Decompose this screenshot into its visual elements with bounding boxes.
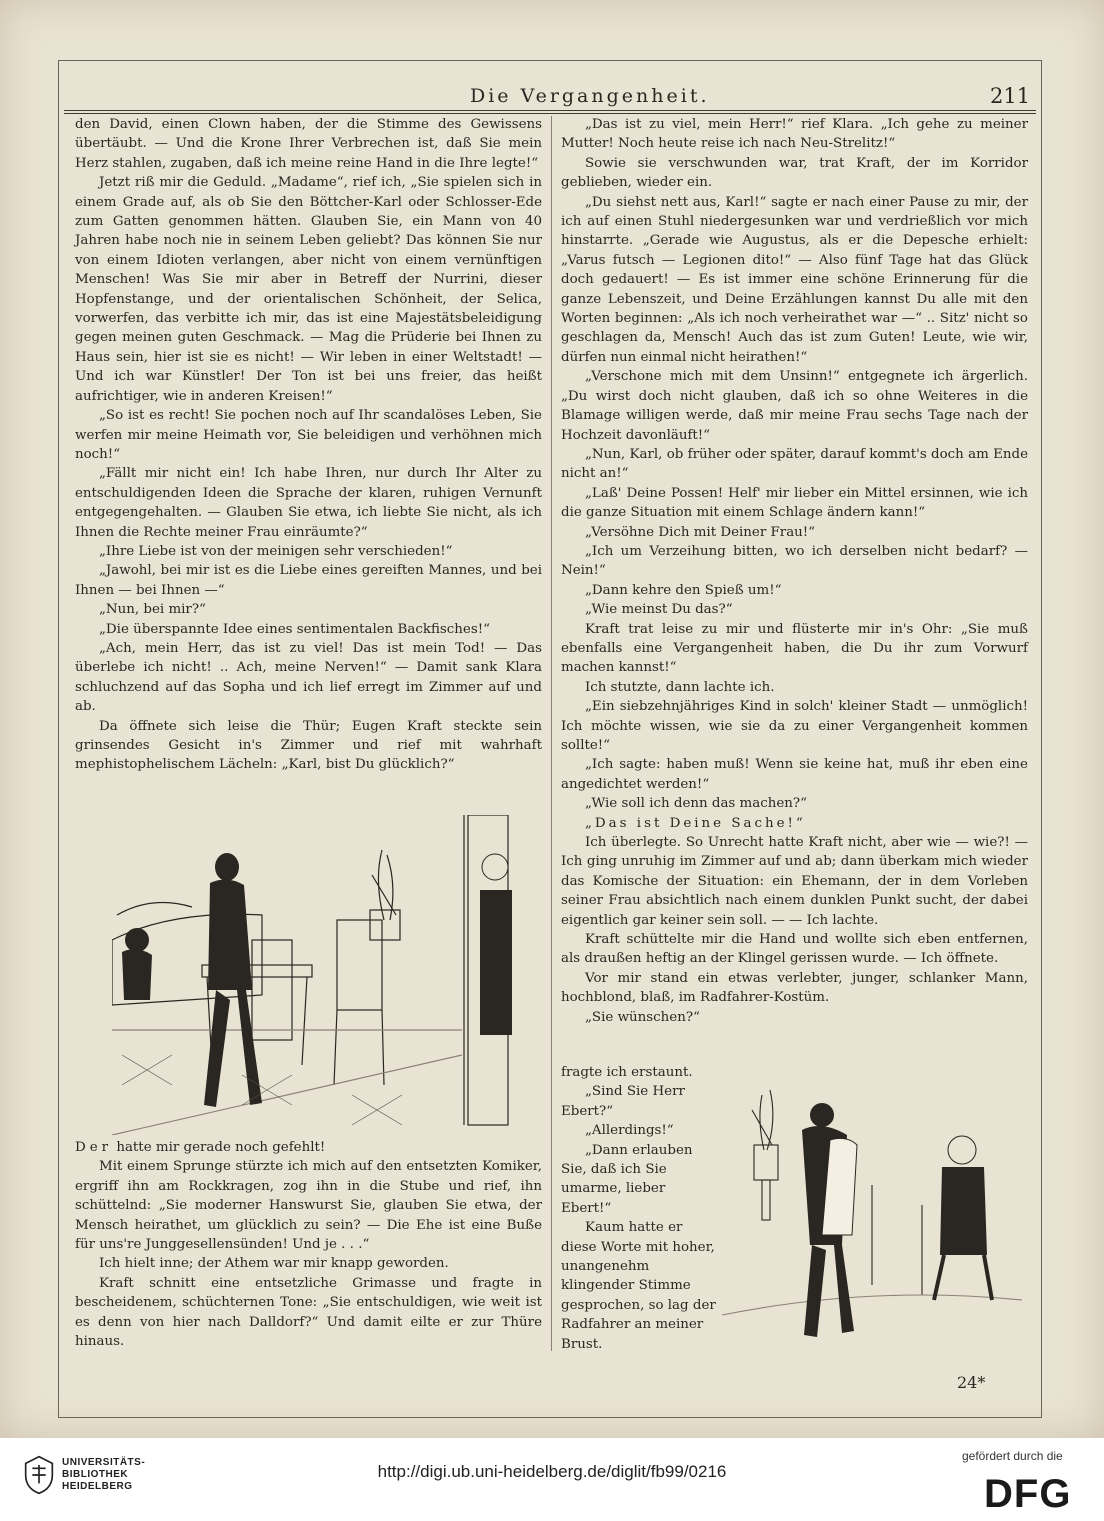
paragraph: „Nun, Karl, ob früher oder später, darauf kommt's doch am Ende nicht an!“ xyxy=(561,446,1028,482)
paragraph: Sowie sie verschwunden war, trat Kraft, der im Korridor geblieben, wieder ein. xyxy=(561,155,1028,191)
illustration-embrace-scene xyxy=(722,1085,1022,1350)
signature-mark: 24* xyxy=(957,1373,986,1392)
right-column-narrow xyxy=(561,1063,717,1354)
paragraph: Da öffnete sich leise die Thür; Eugen Kraft steckte sein grinsendes Gesicht in's Zimmer und rief mit wahrhaft mephistophelischem Lächeln: „Karl, bist Du glücklich?“ xyxy=(75,718,542,773)
paragraph: „Sind Sie Herr Ebert?“ xyxy=(561,1084,685,1119)
paragraph: Kraft trat leise zu mir und flüsterte mir in's Ohr: „Sie muß ebenfalls eine Vergangenheit haben, die Du ihr zum Vorwurf machen kannst!“ xyxy=(561,621,1028,676)
header-rule-top xyxy=(64,110,1036,111)
cyclist-head xyxy=(810,1103,834,1127)
header-rule-bottom xyxy=(64,113,1036,114)
paragraph: „Fällt mir nicht ein! Ich habe Ihren, nur durch Ihr Alter zu entschuldigenden Ideen die Sprache der klaren, ruhigen Vernunft entgegengehalten. — Glauben Sie etwa, ich liebte Sie nicht, als ich Ihnen die Rechte meiner Frau einräumte?“ xyxy=(75,466,542,540)
paragraph: „Die überspannte Idee eines sentimentalen Backfisches!“ xyxy=(99,621,490,637)
chair xyxy=(337,920,382,1010)
paragraph: „Jawohl, bei mir ist es die Liebe eines gereiften Mannes, und bei Ihnen — bei Ihnen —“ xyxy=(75,563,542,598)
paragraph: Mit einem Sprunge stürzte ich mich auf den entsetzten Komiker, ergriff ihn am Rockkragen, zog ihn in die Stube und rief, ihn schüttelnd: „Sie moderner Hanswurst Sie, glauben Sie etwa, der Mensch heirathet, um glücklich zu sein? — Die Ehe ist eine Buße für uns're Junggesellensünden! Und je . . .“ xyxy=(75,1159,542,1253)
paragraph: „Sie wünschen?“ xyxy=(585,1009,700,1025)
page-number: 211 xyxy=(990,84,1031,108)
spaced-word: Der xyxy=(75,1140,113,1155)
paragraph: „Laß' Deine Possen! Helf' mir lieber ein Mittel ersinnen, wie ich die ganze Situation mit einem Schlage ändern kann!“ xyxy=(561,485,1028,521)
woman-on-sofa xyxy=(122,949,152,1000)
paragraph: „Nun, bei mir?“ xyxy=(99,602,206,618)
paragraph: „Versöhne Dich mit Deiner Frau!“ xyxy=(585,524,816,540)
paragraph: Vor mir stand ein etwas verlebter, junger, schlanker Mann, hochblond, blaß, im Radfahrer-Kostüm. xyxy=(561,970,1028,1006)
chair-back xyxy=(252,940,292,1040)
paragraph: „Wie meinst Du das?“ xyxy=(585,602,733,618)
chairs xyxy=(872,1185,922,1295)
paragraph: „Ihre Liebe ist von der meinigen sehr verschieden!“ xyxy=(99,543,453,559)
spaced-line: „Das ist Deine Sache!“ xyxy=(585,815,806,831)
man-legs xyxy=(204,990,262,1107)
paragraph: Ich stutzte, dann lachte ich. xyxy=(585,679,775,695)
library-line: HEIDELBERG xyxy=(62,1481,133,1492)
paragraph: Ich überlegte. So Unrecht hatte Kraft nicht, aber wie — wie?! — Ich ging unruhig im Zimmer auf und ab; dann überkam mich wieder das Komische der Situation: ein Ehemann, der in dem Vorleben seiner Frau absichtlich nach einem dunklen Punkt sucht, der dabei eigentlich gar keiner sein soll. — — Ich lachte. xyxy=(561,835,1028,928)
left-column-lower xyxy=(75,1138,542,1351)
paragraph: „Ach, mein Herr, das ist zu viel! Das ist mein Tod! — Das überlebe ich nicht! .. Ach, meine Nerven!“ — Damit sank Klara schluchzend auf das Sopha und ich lief erregt im Zimmer auf und ab. xyxy=(75,640,542,715)
paragraph: „Das ist zu viel, mein Herr!“ rief Klara. „Ich gehe zu meiner Mutter! Noch heute reise ich nach Neu-Strelitz!“ xyxy=(561,117,1028,152)
paragraph: Ich hielt inne; der Athem war mir knapp geworden. xyxy=(99,1256,449,1272)
left-column-upper xyxy=(75,115,542,775)
paragraph: „Ich sagte: haben muß! Wenn sie keine hat, muß ihr eben eine angedichtet werden!“ xyxy=(561,757,1028,792)
komiker-in-doorway xyxy=(480,890,512,1035)
man-head xyxy=(215,853,239,881)
paragraph: den David, einen Clown haben, der die Stimme des Gewissens übertäubt. — Und die Krone Ihrer Verbrechen ist, daß Sie mein Herz stahlen, zugaben, daß ich meine reine Hand in die Ihre legte!“ xyxy=(75,117,542,171)
floor-pattern xyxy=(122,1055,402,1125)
paragraph: „Dann erlauben Sie, daß ich Sie umarme, lieber Ebert!“ xyxy=(561,1142,693,1216)
plant xyxy=(752,1090,773,1150)
library-line: BIBLIOTHEK xyxy=(62,1469,129,1480)
running-title: Die Vergangenheit. xyxy=(470,85,710,107)
paragraph: „So ist es recht! Sie pochen noch auf Ihr scandalöses Leben, Sie werfen mir meine Heimath vor, Sie beleidigen und verhöhnen mich noch!“ xyxy=(75,408,542,462)
man-coat xyxy=(208,879,252,990)
dfg-logo: DFG xyxy=(984,1472,1072,1516)
paragraph: „Ein siebzehnjähriges Kind in solch' kleiner Stadt — unmöglich! Ich möchte wissen, wie sie da zu einer Vergangenheit kommen sollte!“ xyxy=(561,699,1028,753)
seated-man xyxy=(940,1167,987,1255)
source-url-link[interactable]: http://digi.ub.uni-heidelberg.de/diglit/fb99/0216 xyxy=(377,1462,727,1481)
column-divider xyxy=(551,116,552,1351)
paragraph: „Allerdings!“ xyxy=(585,1123,674,1139)
paragraph: Jetzt riß mir die Geduld. „Madame“, rief ich, „Sie spielen sich in einem Grade auf, als ob Sie den Böttcher-Karl oder Schlosser-Ede zum Gatten genommen hätten. Glauben Sie, ein Mann von 40 Jahren habe noch nie in seinem Leben geliebt? Das können Sie nur von einem Idioten verlangen, aber nicht von einem vernünftigen Menschen! Was Sie mir aber in Betreff der Nurrini, dieser Hopfenstange, und der orientalischen Schönheit, der Selica, vorwerfen, das verbitte ich mir, das ist eine Majestätsbeleidigung gegen meinen guten Geschmack. — Mag die Prüderie bei Ihnen zu Haus sein, hier ist sie es nicht! — Wir leben in einer Weltstadt! — Und ich war Künstler! Der Ton ist bei uns freier, das heißt aufrichtiger, wie in anderen Kreisen!“ xyxy=(75,175,542,404)
paragraph: „Verschone mich mit dem Unsinn!“ entgegnete ich ärgerlich. „Du wirst doch nicht glauben, daß ich so ohne Weiteres in die Blamage willigen werde, daß mir meine Frau sechs Tage nach der Hochzeit davonläuft!“ xyxy=(561,369,1028,443)
paragraph: fragte ich erstaunt. xyxy=(561,1065,693,1080)
paragraph: „Dann kehre den Spieß um!“ xyxy=(585,582,782,598)
library-line: UNIVERSITÄTS- xyxy=(62,1457,146,1468)
right-column xyxy=(561,115,1028,1027)
paragraph: Kaum hatte er diese Worte mit hoher, unangenehm klingender Stimme gesprochen, so lag der Radfahrer an meiner Brust. xyxy=(561,1220,716,1352)
paragraph: Kraft schnitt eine entsetzliche Grimasse und fragte in bescheidenem, schüchternen Tone: „Sie entschuldigen, wie weit ist es denn von hier nach Dalldorf?“ Und damit eilte er zur Thüre hinaus. xyxy=(75,1275,542,1350)
funded-by-label: gefördert durch die xyxy=(962,1449,1063,1463)
paragraph: „Ich um Verzeihung bitten, wo ich derselben nicht bedarf? — Nein!“ xyxy=(561,543,1028,579)
paragraph: Kraft schüttelte mir die Hand und wollte sich eben entfernen, als draußen heftig an der Klingel gerissen wurde. — Ich öffnete. xyxy=(561,932,1028,967)
illustration-interior-scene xyxy=(112,815,532,1135)
paragraph: „Wie soll ich denn das machen?“ xyxy=(585,796,807,812)
sentence: hatte mir gerade noch gefehlt! xyxy=(112,1140,326,1155)
paragraph: „Du siehst nett aus, Karl!“ sagte er nach einer Pause zu mir, der ich auf einen Stuhl niedergesunken war und verdrießlich vor mich hinstarrte. „Gerade wie Augustus, als er die Depesche erhielt: „Varus futsch — Legionen dito!“ — Also fünf Tage hat das Glück doch gedauert! — Es ist immer eine schöne Erinnerung für die ganze Lebenszeit, und Deine Erzählungen kannst Du alle mit den Worten beginnen: „Als ich noch verheirathet war —“ .. Sitz' nicht so geschlagen da, Mensch! Auch das ist zum Guten! Leute, wie wir, dürfen nun einmal nicht heirathen!“ xyxy=(561,194,1028,365)
